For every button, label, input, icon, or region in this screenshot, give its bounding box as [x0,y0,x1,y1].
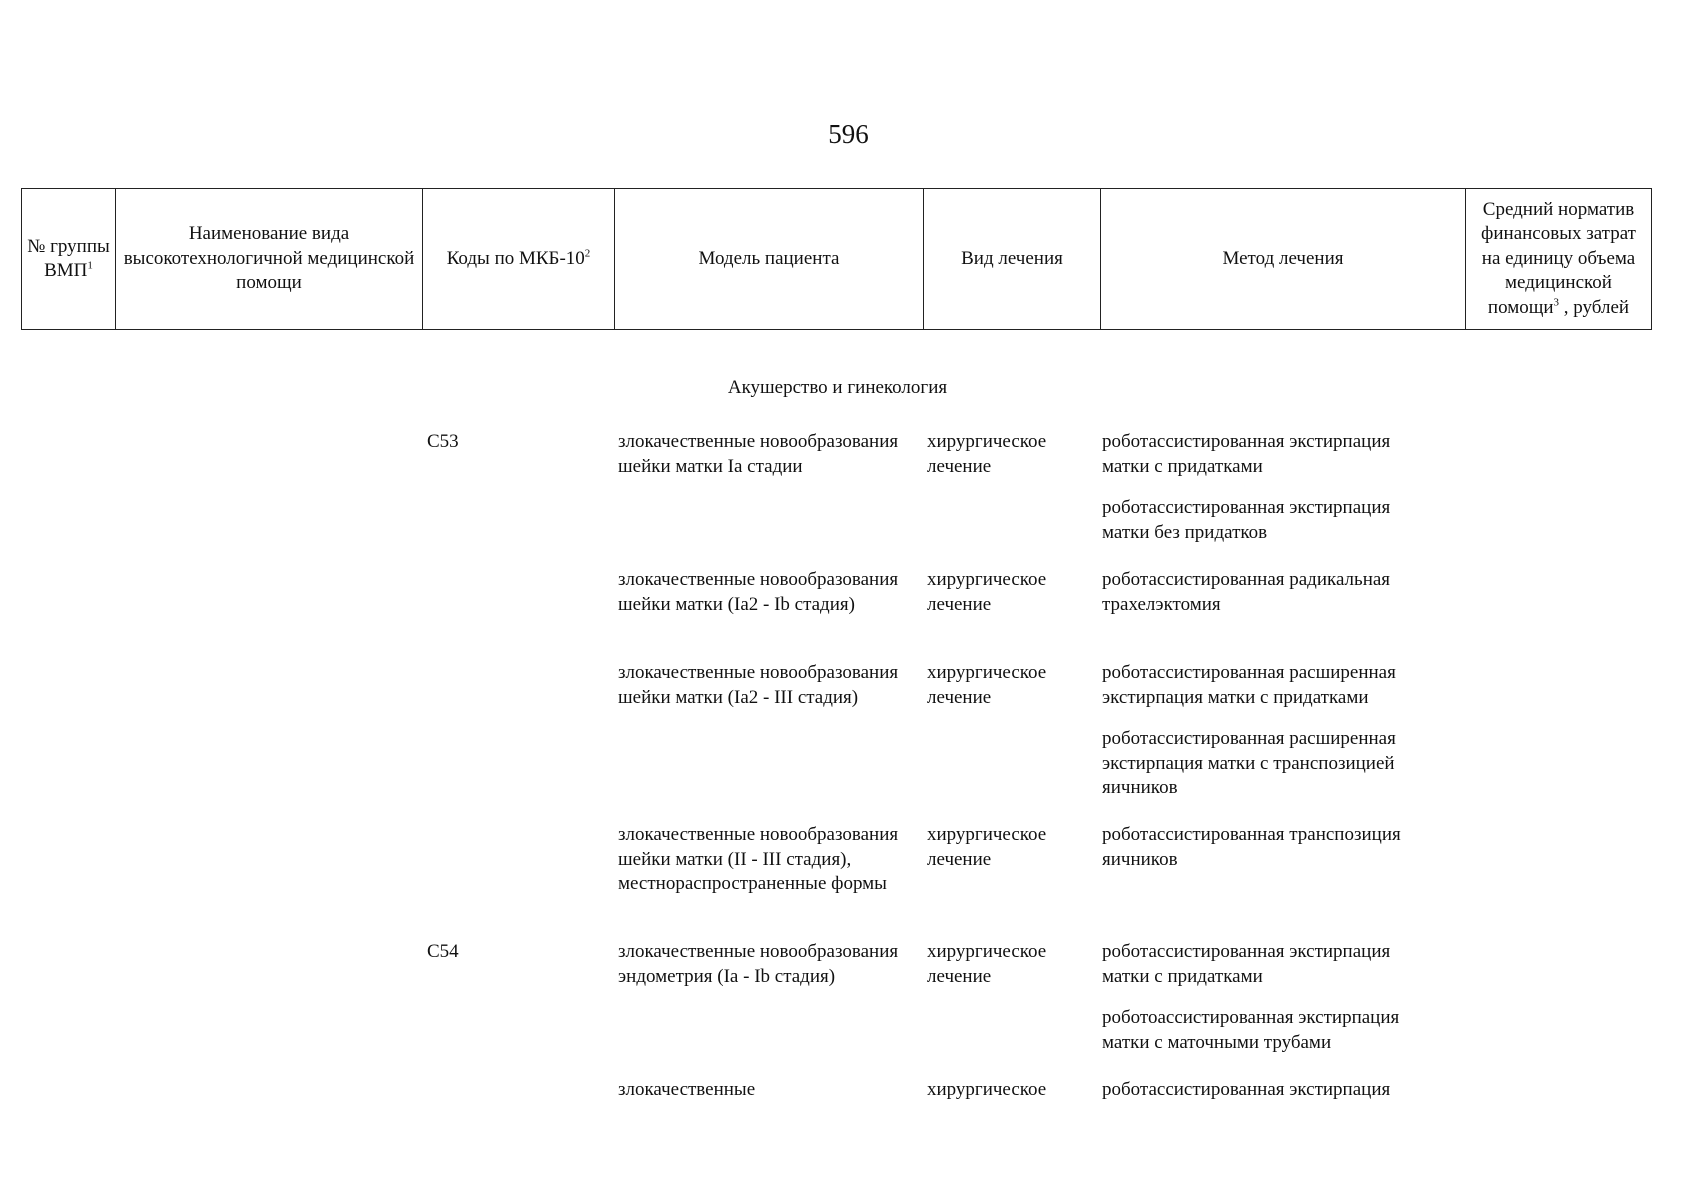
method-item: роботассистированная экстирпация матки с придатками [1102,941,1391,987]
row-methods [1102,568,1442,617]
method-item: роботассистированная экстирпация матки с придатками [1102,431,1391,477]
table-header-row [22,189,1652,330]
footnote-mark: 3 [1553,296,1560,309]
row-methods [1102,823,1442,872]
method-item: роботассистированная радикальная трахелэктомия [1102,569,1391,615]
row-patient-model: злокачественные новообразования эндометрия (Ia - Ib стадия) [618,941,899,987]
table-header [21,188,1652,330]
header-vmp-group: № группы ВМП$^1$ [22,189,116,330]
row-code: C53 [427,431,459,452]
method-item: роботассистированная экстирпация матки без придатков [1102,497,1391,543]
method-item: роботассистированная расширенная экстирпация матки с придатками [1102,662,1396,708]
row-treatment-type: хирургическое лечение [927,662,1047,708]
row-patient-model: злокачественные новообразования шейки матки Ia стадии [618,431,899,477]
row-methods [1102,1078,1442,1103]
footnote-mark: 2 [584,247,591,260]
row-patient-model: злокачественные новообразования шейки матки (II - III стадия), местнораспространенные формы [618,824,899,894]
method-item: роботассистированная транспозиция яичников [1102,824,1401,870]
header-care-name: Наименование вида высокотехнологичной медицинской помощи [116,189,423,330]
header-treatment-type: Вид лечения [924,189,1101,330]
header-treatment-method: Метод лечения [1101,189,1466,330]
method-item: роботассистированная экстирпация [1102,1079,1391,1100]
row-code: C54 [427,941,459,962]
method-item: роботоассистированная экстирпация матки с маточными трубами [1102,1007,1400,1053]
row-patient-model: злокачественные [618,1079,756,1100]
header-cost-standard: Средний норматив финансовых затрат на единицу объема медицинской помощи$^3$ , рублей [1466,189,1652,330]
row-treatment-type: хирургическое лечение [927,431,1047,477]
footnote-mark: 1 [87,259,93,272]
header-patient-model: Модель пациента [615,189,924,330]
row-patient-model: злокачественные новообразования шейки матки (Ia2 - III стадия) [618,662,899,708]
row-patient-model: злокачественные новообразования шейки матки (Ia2 - Ib стадия) [618,569,899,615]
section-title: Акушерство и гинекология [727,377,948,398]
row-treatment-type: хирургическое лечение [927,941,1047,987]
header-icd-codes: Коды по МКБ-$10^2$ [423,189,615,330]
row-treatment-type: хирургическое лечение [927,569,1047,615]
row-methods [1102,661,1442,801]
method-item: роботассистированная расширенная экстирпация матки с транспозицией яичников [1102,728,1396,798]
row-methods [1102,940,1442,1055]
page-number: 596 [828,119,869,149]
row-methods [1102,430,1442,545]
row-treatment-type: хирургическое лечение [927,824,1047,870]
row-treatment-type: хирургическое [927,1079,1047,1100]
